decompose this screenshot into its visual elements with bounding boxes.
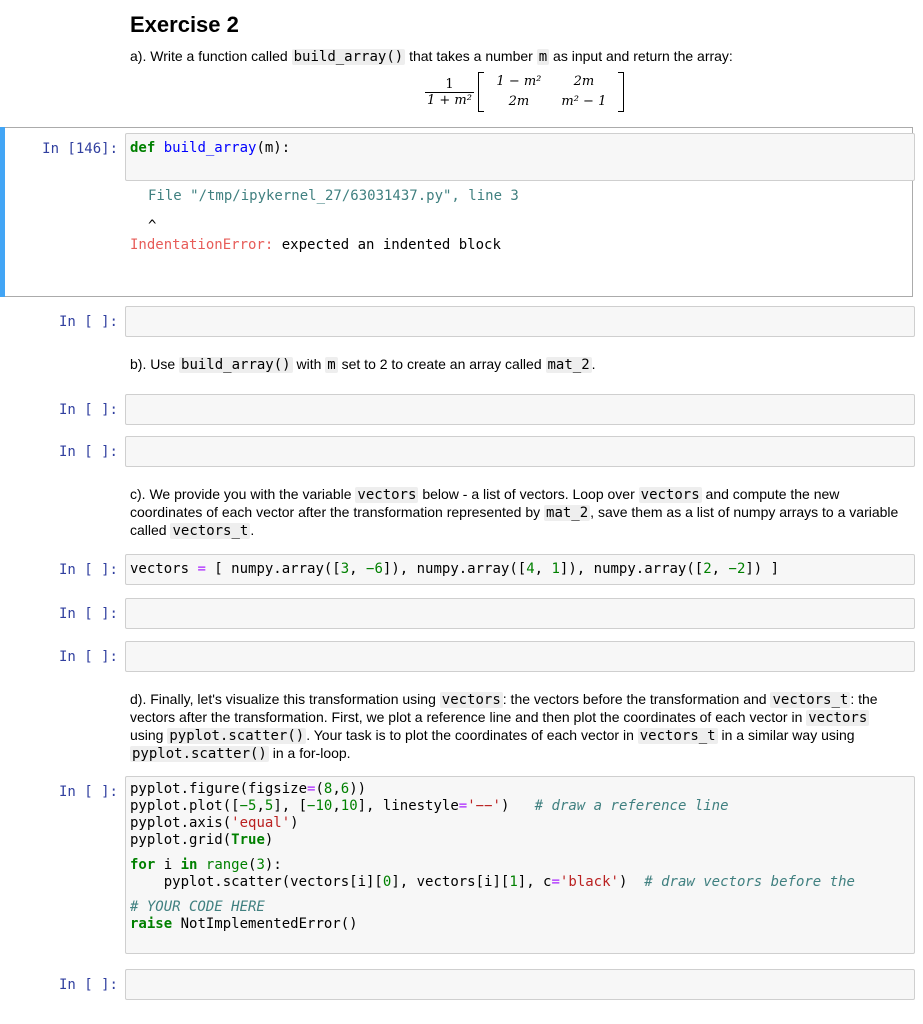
keyword: for — [130, 857, 156, 873]
code-line — [130, 874, 910, 891]
text-span: . — [250, 522, 255, 538]
part-d-text — [130, 691, 903, 763]
code-text — [197, 857, 205, 873]
number: 3 — [340, 561, 350, 577]
number: 2 — [703, 561, 712, 577]
inline-code: build_array() — [293, 49, 404, 65]
code-text: NotImplementedError() — [172, 916, 358, 932]
inline-code: vectors — [357, 487, 417, 503]
code-text: , — [711, 561, 729, 577]
keyword: raise — [130, 916, 173, 932]
matrix-formula — [425, 72, 624, 112]
code-text: ], linestyle — [357, 798, 459, 814]
inline-code: m — [538, 49, 548, 65]
cell-prompt: In [ ]: — [58, 314, 118, 330]
text-span: in a for-loop. — [272, 745, 351, 761]
matrix-entry: 2m — [508, 94, 530, 109]
text-span: using — [130, 727, 164, 743]
code-text: ]), numpy.array([ — [559, 561, 704, 577]
inline-code: vectors — [640, 487, 700, 503]
keyword: def — [130, 140, 156, 156]
number: −10 — [307, 798, 333, 814]
code-input-empty[interactable] — [125, 306, 915, 337]
text-span: with — [296, 356, 322, 372]
text-span: : the vectors before the transformation and — [502, 691, 767, 707]
text-span: . Your task is to plot the coordinates of each vector in — [306, 727, 634, 743]
operator: = — [458, 798, 468, 814]
code-text: ): — [264, 857, 282, 873]
cell-prompt: In [ ]: — [58, 649, 118, 665]
code-text: , — [534, 561, 552, 577]
code-text: i — [155, 857, 181, 873]
string: 'equal' — [231, 815, 291, 831]
code-line — [130, 815, 910, 832]
code-block — [126, 777, 914, 937]
fraction-denominator: 1 + m² — [427, 92, 472, 108]
comment: # draw a reference line — [534, 798, 729, 814]
number: 1 — [551, 561, 560, 577]
code-input-empty[interactable] — [125, 641, 915, 672]
code-text: ]), numpy.array([ — [382, 561, 527, 577]
number: 1 — [509, 874, 518, 890]
cell-prompt: In [ ]: — [58, 977, 118, 993]
code-line — [130, 857, 910, 874]
error-message — [130, 237, 501, 253]
comment: # YOUR CODE HERE — [130, 899, 265, 915]
part-b-text — [130, 356, 903, 374]
inline-code: build_array() — [181, 357, 291, 373]
cell-prompt: In [ ]: — [58, 402, 118, 418]
text-span: c). We provide you with the variable — [130, 486, 352, 502]
code-text: (m): — [256, 140, 291, 156]
operator: = — [551, 874, 560, 890]
code-text: pyplot.figure(figsize — [130, 781, 308, 797]
keyword: in — [180, 857, 198, 873]
code-input-plot[interactable] — [125, 776, 915, 954]
inline-code: mat_2 — [547, 357, 590, 373]
code-text: ) — [290, 815, 299, 831]
text-span: b). Use — [130, 356, 176, 372]
code-line — [130, 798, 910, 815]
number: −2 — [728, 561, 746, 577]
code-line — [126, 555, 914, 582]
inline-code: pyplot.scatter() — [132, 746, 267, 762]
code-input-vectors[interactable] — [125, 554, 915, 585]
code-text: pyplot.axis( — [130, 815, 232, 831]
number: −5 — [239, 798, 257, 814]
text-span: , save them as a list of numpy arrays to a variable called — [130, 504, 899, 538]
text-span: . — [591, 356, 596, 372]
code-input-empty[interactable] — [125, 969, 915, 1000]
code-line — [126, 134, 914, 161]
fraction — [425, 77, 474, 108]
text-span: as input and return the array: — [553, 48, 733, 64]
number: 10 — [340, 798, 358, 814]
number: 0 — [382, 874, 392, 890]
keyword: True — [231, 832, 265, 848]
code-text: ], [ — [273, 798, 308, 814]
code-text: ], c — [517, 874, 552, 890]
matrix — [478, 72, 624, 112]
text-span: set to 2 to create an array called — [341, 356, 542, 372]
code-line — [130, 832, 910, 849]
inline-code: vectors — [808, 710, 868, 726]
error-caret: ^ — [148, 218, 157, 234]
text-span: below - a list of vectors. Loop over — [422, 486, 635, 502]
cell-prompt: In [ ]: — [58, 784, 118, 800]
number: 3 — [256, 857, 265, 873]
number: −6 — [366, 561, 383, 577]
fraction-numerator: 1 — [425, 77, 474, 93]
error-text: expected an indented block — [281, 237, 501, 253]
inline-code: mat_2 — [546, 505, 589, 521]
text-span: and compute the new coordinates of each vector after the transformation represented by — [130, 486, 840, 520]
error-name: IndentationError: — [130, 237, 274, 253]
text-span: d). Finally, let's visualize this transformation using — [130, 691, 436, 707]
matrix-entry: m² − 1 — [561, 94, 607, 109]
code-text: ], vectors[i][ — [391, 874, 510, 890]
blank-line — [130, 891, 910, 899]
code-text: ) — [500, 798, 535, 814]
code-text: pyplot.plot([ — [130, 798, 240, 814]
blank-line — [130, 849, 910, 857]
code-text: pyplot.grid( — [130, 832, 232, 848]
code-text: ) — [264, 832, 274, 848]
text-span: a). Write a function called — [130, 48, 288, 64]
inline-code: pyplot.scatter() — [169, 728, 305, 744]
part-c-text — [130, 486, 903, 540]
comment: # draw vectors before the — [644, 874, 855, 890]
code-line — [130, 781, 910, 798]
matrix-entry: 1 − m² — [496, 74, 542, 89]
code-text: ) — [618, 874, 645, 890]
code-text: , — [332, 781, 341, 797]
inline-code: vectors_t — [772, 692, 849, 708]
cell-prompt: In [ ]: — [58, 562, 118, 578]
code-line — [130, 916, 910, 933]
code-text: , — [332, 798, 341, 814]
string: '−−' — [467, 798, 501, 814]
number: 5 — [264, 798, 274, 814]
error-file-line: File "/tmp/ipykernel_27/63031437.py", line 3 — [148, 188, 519, 204]
matrix-entry: 2m — [573, 74, 595, 89]
cell-prompt: In [146]: — [42, 141, 118, 157]
code-text: , — [256, 798, 265, 814]
number: 4 — [526, 561, 535, 577]
function-name: build_array — [163, 140, 257, 156]
text-span: in a similar way using — [721, 727, 855, 743]
inline-code: vectors — [441, 692, 501, 708]
code-text: , — [349, 561, 367, 577]
code-text: [ numpy.array([ — [205, 561, 341, 577]
cell-prompt: In [ ]: — [58, 606, 118, 622]
number: 8 — [323, 781, 333, 797]
part-a-text — [130, 48, 903, 66]
builtin: range — [205, 857, 249, 873]
text-span: : the vectors after the transformation. First, we plot a reference line and then plot the coordinates of each vector in — [130, 691, 878, 725]
string: 'black' — [559, 874, 619, 890]
code-input-empty[interactable] — [125, 436, 915, 467]
cell-prompt: In [ ]: — [58, 444, 118, 460]
code-input-146[interactable] — [125, 133, 915, 181]
code-text: pyplot.scatter(vectors[i][ — [130, 874, 383, 890]
code-text: ( — [315, 781, 324, 797]
operator: = — [197, 561, 206, 577]
inline-code: vectors_t — [172, 523, 249, 539]
code-text: ( — [248, 857, 257, 873]
code-line — [130, 899, 910, 916]
inline-code: vectors_t — [639, 728, 716, 744]
number: 6 — [340, 781, 350, 797]
code-input-empty[interactable] — [125, 598, 915, 629]
inline-code: m — [327, 357, 336, 373]
operator: = — [307, 781, 316, 797]
text-span: that takes a number — [409, 48, 533, 64]
code-input-empty[interactable] — [125, 394, 915, 425]
exercise-title: Exercise 2 — [130, 12, 239, 37]
code-text: )) — [349, 781, 367, 797]
code-text: vectors — [130, 561, 198, 577]
code-text: ]) ] — [745, 561, 780, 577]
